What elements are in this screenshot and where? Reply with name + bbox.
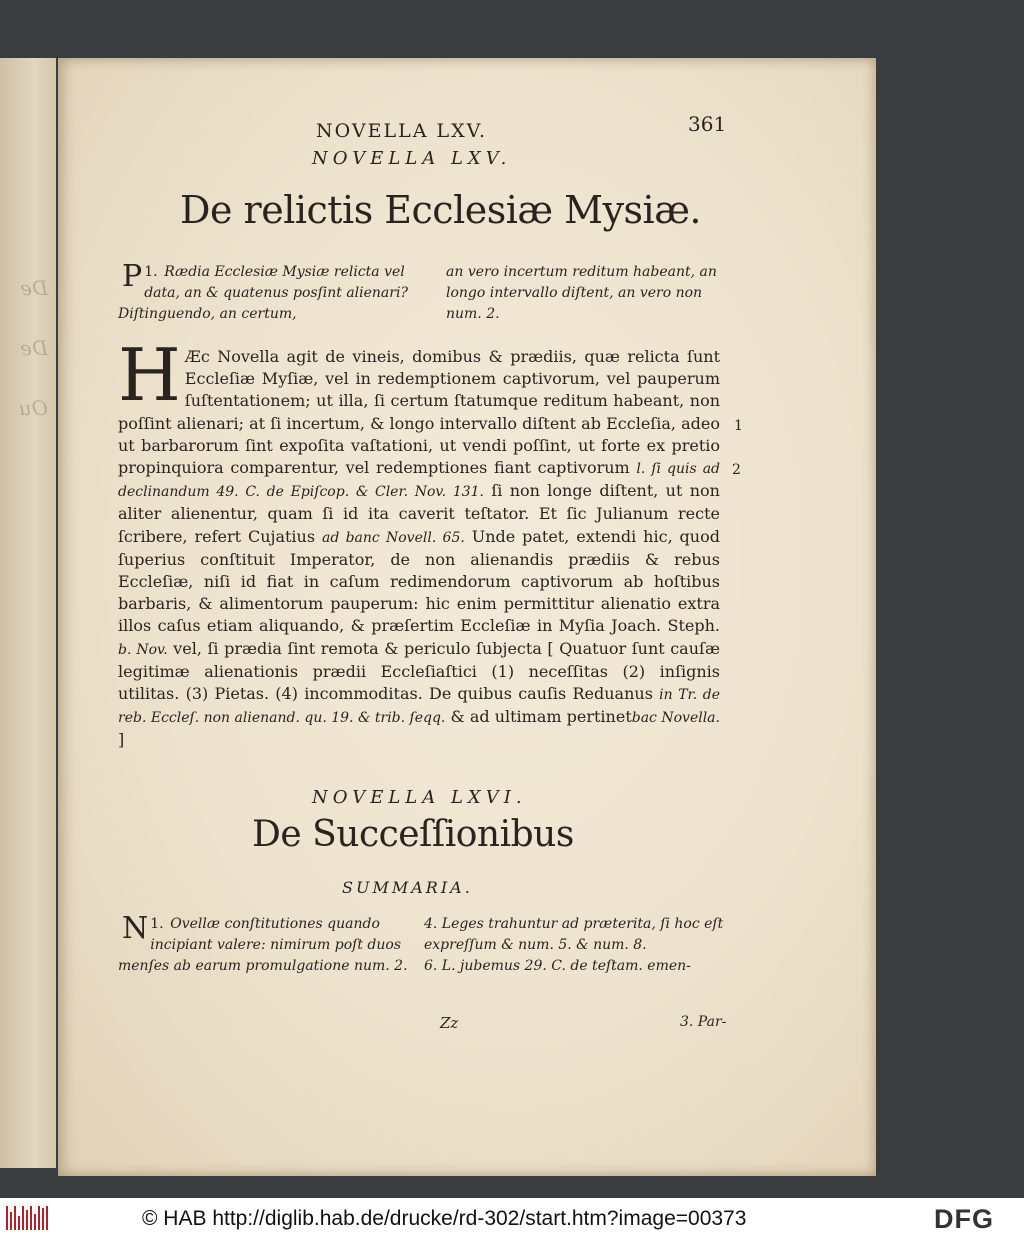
summary-number: 1. xyxy=(144,264,158,280)
summary-right: an vero incertum reditum habeant, an longo intervallo diſtent, an vero non num. 2. xyxy=(446,264,717,322)
body-citation-3: b. Nov. xyxy=(118,641,168,658)
body-text-3: Unde patet, extendi hic, quod ſuperius conſtituit Imperator, de non alienandis prædiis & rebus Eccleſiæ, niſi id fiat in caſum redimendorum captivorum ab hoſtibus barbaris, & alimentorum pauperum: hic enim permittitur alienatio extra illos caſus etiam aliquando, & præſertim Eccleſiæ in Myſia Joach. Steph. xyxy=(118,526,720,636)
chapter2-title: De Succeſſionibus xyxy=(252,814,574,855)
novella-heading: NOVELLA LXV. xyxy=(312,148,512,169)
summary-left-text: Rædia Ecclesiæ Mysiæ relicta vel data, an & quatenus posſint alienari? Diſtinguendo, an certum, xyxy=(118,264,408,322)
summary2-number: 1. xyxy=(150,916,164,932)
viewer-footer xyxy=(0,1198,1024,1238)
left-page-bleed-text: De De Ou xyxy=(18,276,48,420)
body-text-4: vel, ſi prædia ſint remota & periculo ſubjecta [ Quatuor ſunt cauſæ legitimæ alienationis prædii Eccleſiaſtici (1) neceſſitas (2) inſignis utilitas. (3) Pietas. (4) incommoditas. De quibus cauſis Reduanus xyxy=(118,638,720,704)
summary-dropcap: P xyxy=(122,259,143,294)
body-text xyxy=(118,333,721,752)
novella2-heading: NOVELLA LXVI. xyxy=(312,787,527,808)
signature-mark: Zz xyxy=(440,1014,459,1032)
summary2-left-text: Ovellæ conſtitutiones quando incipiant valere: nimirum poſt duos menſes ab earum promulgatione num. 2. xyxy=(118,916,408,974)
body-citation-5: bac Novella. xyxy=(631,710,720,727)
summary2-right-item-4: 4. Leges trahuntur ad præterita, ſi hoc eſt expreſſum & num. 5. & num. 8. xyxy=(424,916,724,953)
summary2-right-item-6: 6. L. jubemus 29. C. de teſtam. emen- xyxy=(424,958,691,974)
summary2-left xyxy=(118,911,414,977)
body-text-5: & ad ultimam pertinet xyxy=(450,707,632,727)
body-text-2: ſi non longe diſtent, ut non aliter alienentur, quam ſi id ita caverit teſtator. Et ſic Julianum recte ſcribere, refert Cujatius xyxy=(118,481,720,546)
summary-left xyxy=(118,259,418,325)
page-number: 361 xyxy=(688,112,727,136)
copyright-url-text[interactable]: © HAB http://diglib.hab.de/drucke/rd-302/start.htm?image=00373 xyxy=(142,1207,747,1230)
summary2-right xyxy=(424,914,724,977)
body-dropcap: H xyxy=(118,333,181,417)
body-citation-1: l. ſi quis ad declinandum 49. C. de Epiſcop. & Cler. Nov. 131. xyxy=(118,461,721,501)
chapter-title: De relictis Ecclesiæ Mysiæ. xyxy=(180,188,702,232)
summary2-dropcap: N xyxy=(122,911,149,946)
body-citation-2: ad banc Novell. 65. xyxy=(321,529,465,546)
summaria-heading: SUMMARIA. xyxy=(342,878,473,897)
catchword: 3. Par- xyxy=(680,1014,727,1030)
margin-note-1: 1 xyxy=(734,418,743,434)
body-citation-4: in Tr. de reb. Eccleſ. non alienand. qu. 19. & trib. ſeqq. xyxy=(118,687,721,727)
running-head: NOVELLA LXV. xyxy=(316,120,488,142)
dfg-logo[interactable]: DFG xyxy=(934,1204,994,1234)
body-text-6: ] xyxy=(118,730,125,750)
left-page-edge xyxy=(0,58,56,1168)
hab-logo-icon[interactable] xyxy=(6,1206,48,1230)
body-text-1: Æc Novella agit de vineis, domibus & prædiis, quæ relicta ſunt Eccleſiæ Myſiæ, vel in redemptionem captivorum, vel pauperum ſuſtentationem; ut illa, ſi certum ſtatumque reditum habeant, non poſſint alienari; at ſi incertum, & longo intervallo diſtent ab Eccleſia, adeo ut barbarorum ſint expoſita vaſtationi, ut vendi poſſint, ut forte ex pretio propinquiora comparentur, vel redemptiones fiant captivorum xyxy=(118,347,720,478)
margin-note-2: 2 xyxy=(732,462,741,478)
